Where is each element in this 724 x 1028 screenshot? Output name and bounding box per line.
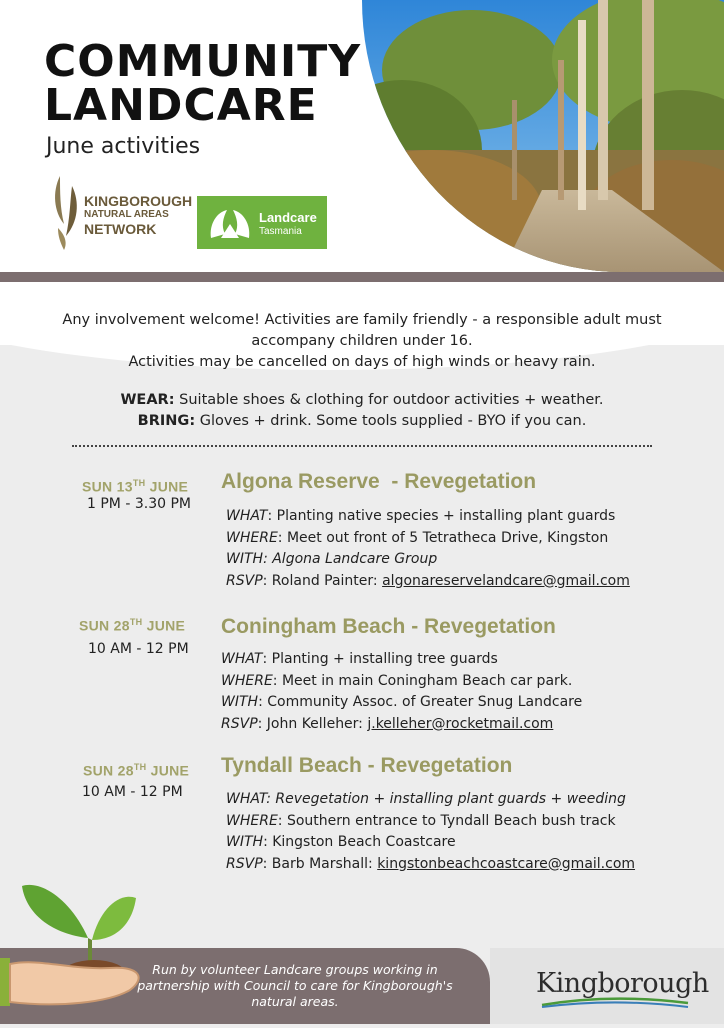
title-line-2: LANDCARE xyxy=(44,80,318,131)
wear-line xyxy=(40,390,684,411)
event-where xyxy=(226,811,635,833)
rsvp-text: : Roland Painter: xyxy=(262,572,383,589)
bring-text: Gloves + drink. Some tools supplied - BYO if you can. xyxy=(195,413,587,429)
event-where xyxy=(221,671,582,693)
event-month: JUNE xyxy=(145,478,189,495)
event-details xyxy=(226,789,635,875)
intro-line-1: Any involvement welcome! Activities are family friendly - a responsible adult must xyxy=(62,312,662,328)
rsvp-label: RSVP xyxy=(226,572,263,589)
with-text: : Algona Landcare Group xyxy=(263,551,438,567)
where-text: : Meet out front of 5 Tetratheca Drive, Kingston xyxy=(277,529,609,546)
where-text: : Southern entrance to Tyndall Beach bush track xyxy=(277,812,616,829)
where-text: : Meet in main Coningham Beach car park. xyxy=(272,672,573,689)
event-with xyxy=(226,832,635,854)
event-day: SUN 28 xyxy=(79,617,130,634)
kb-network-line-3: NETWORK xyxy=(84,221,157,237)
event-title: Coningham Beach - Revegetation xyxy=(221,615,556,638)
event-what xyxy=(226,789,635,811)
event-what xyxy=(226,506,630,528)
what-label: WHAT xyxy=(226,508,268,524)
requirements xyxy=(40,390,684,432)
landcare-name: Landcare xyxy=(259,210,317,225)
event-rsvp xyxy=(226,571,630,593)
footer-line-1: Run by volunteer Landcare groups working in xyxy=(152,962,438,977)
with-label: WITH xyxy=(226,551,264,567)
with-text: : Community Assoc. of Greater Snug Landcare xyxy=(258,694,583,710)
footer-line-2: partnership with Council to care for Kingborough's xyxy=(137,978,453,993)
event-day-suffix: TH xyxy=(129,617,143,627)
what-text: : Planting native species + installing plant guards xyxy=(267,508,616,524)
event-what xyxy=(221,649,582,671)
event-date xyxy=(79,617,185,634)
with-label: WITH xyxy=(226,834,264,850)
event-month: JUNE xyxy=(146,762,190,779)
bring-line xyxy=(40,411,684,432)
with-label: WITH xyxy=(221,694,259,710)
kb-network-line-1: KINGBOROUGH xyxy=(84,193,193,209)
rsvp-text: : John Kelleher: xyxy=(257,715,368,732)
page-title xyxy=(44,36,362,131)
rsvp-label: RSVP xyxy=(221,715,258,732)
event-month: JUNE xyxy=(142,617,186,634)
event-date xyxy=(82,478,188,495)
event-day: SUN 13 xyxy=(82,478,133,495)
event-date xyxy=(83,762,189,779)
intro-line-2: accompany children under 16. xyxy=(251,333,473,349)
event-title: Tyndall Beach - Revegetation xyxy=(221,754,513,777)
landcare-sub: Tasmania xyxy=(259,226,302,237)
event-day-suffix: TH xyxy=(133,762,147,772)
event-title: Algona Reserve - Revegetation xyxy=(221,470,537,493)
swoosh-icon xyxy=(540,995,690,1009)
what-label: WHAT xyxy=(221,651,263,667)
wear-text: Suitable shoes & clothing for outdoor activities + weather. xyxy=(174,392,604,408)
intro-line-3: Activities may be cancelled on days of high winds or heavy rain. xyxy=(128,354,596,370)
event-rsvp xyxy=(221,714,582,736)
what-text: : Planting + installing tree guards xyxy=(262,651,498,667)
where-label: WHERE xyxy=(221,672,273,689)
bring-label: BRING: xyxy=(137,413,196,429)
header-divider-band xyxy=(0,272,724,282)
wear-label: WEAR: xyxy=(120,392,175,408)
event-time: 10 AM - 12 PM xyxy=(88,641,189,657)
intro-text xyxy=(40,310,684,373)
landcare-tasmania-logo xyxy=(197,196,327,249)
kb-network-line-2: NATURAL AREAS xyxy=(84,209,169,220)
page-subtitle: June activities xyxy=(46,134,201,159)
kingborough-footer-logo: Kingborough xyxy=(536,968,709,999)
rsvp-label: RSVP xyxy=(226,855,263,872)
rsvp-email-link[interactable]: j.kelleher@rocketmail.com xyxy=(367,715,554,732)
event-day-suffix: TH xyxy=(132,478,146,488)
event-details xyxy=(221,649,582,735)
dotted-divider xyxy=(72,445,652,447)
event-details xyxy=(226,506,630,592)
kingborough-network-wordmark xyxy=(84,194,192,236)
event-time: 1 PM - 3.30 PM xyxy=(87,496,191,512)
footer-statement xyxy=(130,962,460,1010)
hands-icon xyxy=(207,204,253,242)
with-text: : Kingston Beach Coastcare xyxy=(263,834,456,850)
footer-line-3: natural areas. xyxy=(251,994,339,1009)
rsvp-email-link[interactable]: algonareservelandcare@gmail.com xyxy=(382,572,630,589)
rsvp-text: : Barb Marshall: xyxy=(262,855,378,872)
event-time: 10 AM - 12 PM xyxy=(82,784,183,800)
event-with xyxy=(226,549,630,571)
seedling-in-hand-icon xyxy=(0,878,150,1028)
title-line-1: COMMUNITY xyxy=(44,36,362,87)
what-text: : Revegetation + installing plant guards + weeding xyxy=(266,791,626,807)
event-with xyxy=(221,692,582,714)
leaf-icon xyxy=(50,172,86,252)
event-rsvp xyxy=(226,854,635,876)
event-where xyxy=(226,528,630,550)
rsvp-email-link[interactable]: kingstonbeachcoastcare@gmail.com xyxy=(377,855,636,872)
where-label: WHERE xyxy=(226,812,278,829)
what-label: WHAT xyxy=(226,791,267,807)
event-day: SUN 28 xyxy=(83,762,134,779)
where-label: WHERE xyxy=(226,529,278,546)
